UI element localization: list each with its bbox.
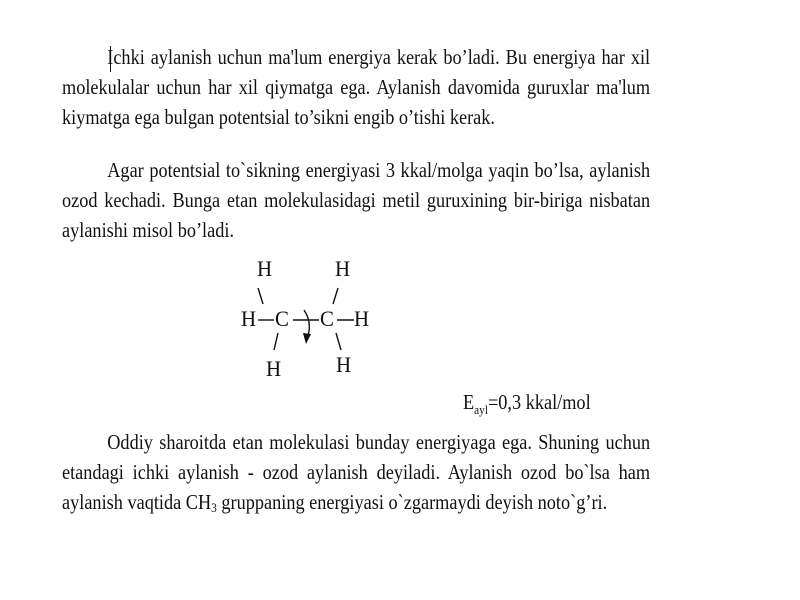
- activation-energy-label: [463, 390, 591, 418]
- atom-h-bottom-left: H: [266, 356, 282, 381]
- atom-h-top-left: H: [257, 256, 273, 281]
- atom-h-bottom-right: H: [336, 352, 352, 377]
- bond-h-bottom-left: [274, 333, 278, 350]
- paragraph-3: [62, 427, 650, 523]
- paragraph-3-text-a: Oddiy sharoitda etan molekulasi bunday energiyaga ega. Shuning uchun etandagi ichki aylanish - ozod aylanish deyiladi. Aylanish ozod bo`lsa ham aylanish vaqtida CH: [62, 430, 651, 514]
- atom-c-left: C: [275, 306, 289, 331]
- paragraph-1-text: Ichki aylanish uchun ma'lum energiya kerak bo’ladi. Bu energiya har xil molekulalar uchun har xil qiymatga ega. Aylanish davomida guruxlar ma'lum kiymatga ega bulgan potentsial to’sikni engib o’tishi kerak.: [62, 45, 651, 129]
- energy-symbol: E: [463, 390, 475, 414]
- rotation-arrow-head: [303, 333, 311, 344]
- atom-h-right: H: [354, 306, 370, 331]
- paragraph-3-subscript: 3: [211, 500, 217, 515]
- energy-subscript: ayl: [474, 402, 488, 417]
- atom-h-top-right: H: [335, 256, 351, 281]
- rotation-arrow-shaft: [304, 310, 309, 336]
- bond-h-top-left: [258, 288, 263, 304]
- paragraph-2-text: Agar potentsial to`sikning energiyasi 3 kkal/molga yaqin bo’lsa, aylanish ozod kechadi. Bunga etan molekulasidagi metil guruxining bir-biriga nisbatan aylanishi misol bo’ladi.: [62, 158, 651, 242]
- atom-h-left: H: [241, 306, 257, 331]
- atom-c-right: C: [320, 306, 334, 331]
- bond-h-bottom-right: [336, 333, 341, 350]
- bond-h-top-right: [333, 288, 338, 304]
- energy-value: =0,3 kkal/mol: [487, 390, 591, 414]
- paragraph-3-text-b: gruppaning energiyasi o`zgarmaydi deyish noto`g’ri.: [216, 490, 608, 514]
